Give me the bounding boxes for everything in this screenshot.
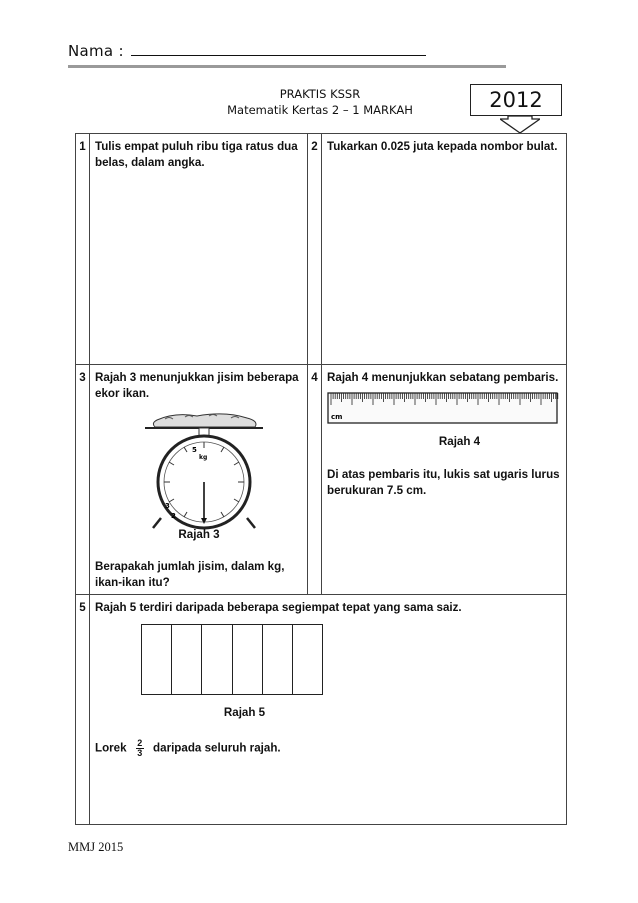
question-table (75, 133, 567, 825)
scale-number: 2 (171, 512, 176, 520)
question-3-text: Rajah 3 menunjukkan jisim beberapa ekor ikan. (95, 371, 299, 400)
fraction (136, 739, 144, 758)
rectangle-grid[interactable] (141, 624, 323, 695)
name-label: Nama : (68, 42, 124, 60)
question-5-prompt (95, 739, 562, 758)
scale-number: 5 (192, 446, 197, 454)
title-block (210, 86, 430, 118)
weighing-scale-figure (135, 410, 275, 530)
footer-text: MMJ 2015 (68, 840, 124, 854)
shade-suffix: daripada seluruh rajah. (153, 741, 281, 755)
grid-rectangle[interactable] (172, 625, 202, 694)
question-4-instruction: Di atas pembaris itu, lukis sat ugaris lurus berukuran 7.5 cm. (327, 468, 560, 497)
question-3-prompt: Berapakah jumlah jisim, dalam kg, ikan-ikan itu? (95, 560, 285, 589)
question-5-text: Rajah 5 terdiri daripada beberapa segiempat tepat yang sama saiz. (95, 601, 462, 614)
question-number: 4 (308, 365, 322, 595)
grid-rectangle[interactable] (202, 625, 232, 694)
question-3-cell (90, 365, 308, 595)
question-number: 5 (76, 595, 90, 825)
page-title: PRAKTIS KSSR (279, 87, 361, 101)
scale-unit-label: kg (199, 454, 208, 461)
year-badge (470, 84, 562, 116)
question-4-cell (322, 365, 567, 595)
scale-number: 3 (165, 502, 170, 510)
question-5-cell (90, 595, 567, 825)
shade-prefix: Lorek (95, 741, 127, 755)
grid-rectangle[interactable] (142, 625, 172, 694)
name-field (68, 42, 426, 60)
question-1-text: Tulis empat puluh ribu tiga ratus dua belas, dalam angka. (90, 134, 308, 365)
question-row-3-4 (76, 365, 567, 595)
question-number: 1 (76, 134, 90, 365)
question-row-1-2 (76, 134, 567, 365)
page-subtitle: Matematik Kertas 2 – 1 MARKAH (227, 103, 413, 117)
grid-rectangle[interactable] (263, 625, 293, 694)
figure-label: Rajah 5 (223, 706, 266, 719)
question-number: 2 (308, 134, 322, 365)
question-2-text: Tukarkan 0.025 juta kepada nombor bulat. (322, 134, 567, 365)
name-blank-line[interactable] (131, 42, 426, 56)
grid-rectangle[interactable] (293, 625, 322, 694)
figure-label: Rajah 4 (438, 435, 481, 448)
grid-rectangle[interactable] (233, 625, 263, 694)
ruler-figure (327, 392, 559, 426)
fraction-numerator: 2 (137, 738, 143, 748)
question-number: 3 (76, 365, 90, 595)
down-arrow-icon (500, 116, 540, 134)
ruler-unit-label: cm (331, 413, 343, 421)
year-text: 2012 (489, 88, 543, 112)
figure-label: Rajah 3 (178, 528, 220, 541)
question-row-5 (76, 595, 567, 825)
header-rule (68, 65, 506, 68)
fraction-denominator: 3 (137, 748, 143, 758)
question-4-text: Rajah 4 menunjukkan sebatang pembaris. (327, 371, 559, 384)
